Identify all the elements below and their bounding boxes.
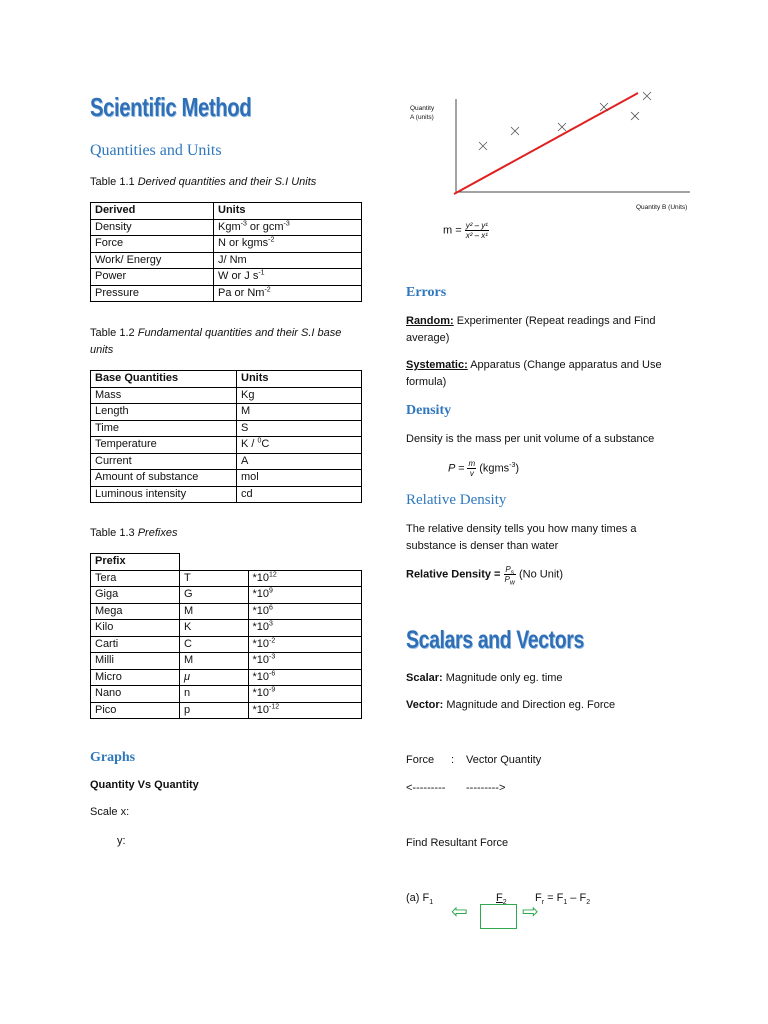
table-header-units: Units <box>214 203 362 220</box>
table-cell: M <box>180 603 249 620</box>
table-cell: Pressure <box>91 285 214 302</box>
data-point <box>479 142 487 150</box>
table3-caption-num: Table 1.3 <box>90 527 135 539</box>
scale-y-label: y: <box>117 835 126 847</box>
table-row <box>91 470 362 487</box>
table-cell: Micro <box>91 669 180 686</box>
table-row <box>91 603 362 620</box>
table-cell: Mega <box>91 603 180 620</box>
table-row <box>91 486 362 503</box>
table-cell: Length <box>91 404 237 421</box>
data-point <box>558 123 566 131</box>
table-cell: Power <box>91 269 214 286</box>
arrow-left-text: <--------- <box>406 782 446 794</box>
table3-caption-text: Prefixes <box>137 527 178 539</box>
vector-text: Vector: Magnitude and Direction eg. Force <box>406 699 616 711</box>
table-header-base-quantities: Base Quantities <box>91 371 237 388</box>
table-cell: μ <box>180 669 249 686</box>
left-arrow-icon: ⇦ <box>451 901 468 923</box>
table-cell: $*10^{-3}$ <box>248 653 362 670</box>
table-cell: K <box>180 620 249 637</box>
table-cell: N or kgms$^{-2}$ <box>214 236 362 253</box>
table1-caption-num: Table 1.1 <box>90 176 135 188</box>
best-fit-line <box>454 93 638 194</box>
table1-caption <box>90 176 316 188</box>
relative-density-definition: The relative density tells you how many times a substance is denser than water <box>406 523 637 552</box>
graph-y-label: Quantity A (units) <box>410 105 435 121</box>
table2-caption-num: Table 1.2 <box>90 327 135 339</box>
table-row <box>91 702 362 719</box>
table-cell: $*10^9$ <box>248 587 362 604</box>
table-cell: p <box>180 702 249 719</box>
table-header-units: Units <box>237 371 362 388</box>
arrow-right-text: ---------> <box>466 782 506 794</box>
table-cell: $*10^{-9}$ <box>248 686 362 703</box>
data-point <box>511 127 519 135</box>
relative-density-heading: Relative Density <box>406 492 507 508</box>
force-colon: : <box>451 754 455 766</box>
table-cell: Carti <box>91 636 180 653</box>
data-point <box>600 103 608 111</box>
table-cell: n <box>180 686 249 703</box>
prefix-table <box>90 553 362 719</box>
table-cell: $*10^{-2}$ <box>248 636 362 653</box>
table-row <box>91 570 362 587</box>
quantities-heading: Quantities and Units <box>90 142 222 159</box>
table-cell: $*10^6$ <box>248 603 362 620</box>
table-cell: Kilo <box>91 620 180 637</box>
table-cell: Giga <box>91 587 180 604</box>
table-cell: Luminous intensity <box>91 486 237 503</box>
table-cell: W or J $s^{-1}$ <box>214 269 362 286</box>
table-cell: Work/ Energy <box>91 252 214 269</box>
table-cell: Pa or $Nm^{-2}$ <box>214 285 362 302</box>
table-cell: Amount of substance <box>91 470 237 487</box>
table-cell: G <box>180 587 249 604</box>
table-cell: $*10^3$ <box>248 620 362 637</box>
table-row <box>91 269 362 286</box>
table-row <box>91 387 362 404</box>
graphs-subheading: Quantity Vs Quantity <box>90 779 199 791</box>
table-cell: Tera <box>91 570 180 587</box>
table3-caption <box>90 527 177 539</box>
graphs-heading: Graphs <box>90 750 136 765</box>
table-cell: A <box>237 453 362 470</box>
table-row <box>91 636 362 653</box>
table-cell: T <box>180 570 249 587</box>
table-row <box>91 686 362 703</box>
example-fr-formula: $F_r = F_1 - F_2$ <box>535 892 591 907</box>
example-f2-label: $F_2$ <box>496 892 507 907</box>
force-vector-quantity: Vector Quantity <box>466 754 542 766</box>
table-row <box>91 453 362 470</box>
table-cell: Milli <box>91 653 180 670</box>
table-row <box>91 620 362 637</box>
force-vector-line: Force <box>406 754 435 766</box>
table-cell: Pico <box>91 702 180 719</box>
main-title: Scientific Method <box>90 92 252 122</box>
scale-x-label: Scale x: <box>90 806 130 818</box>
table-cell: $*10^{12}$ <box>248 570 362 587</box>
table-row <box>91 653 362 670</box>
table-row <box>91 252 362 269</box>
data-point <box>643 92 651 100</box>
table-cell: Kg <box>237 387 362 404</box>
table-cell: J/ Nm <box>214 252 362 269</box>
table-cell: M <box>180 653 249 670</box>
block-box <box>480 904 517 929</box>
density-definition: Density is the mass per unit volume of a substance <box>406 433 655 445</box>
table-row <box>91 420 362 437</box>
table-cell: C <box>180 636 249 653</box>
derived-units-table <box>90 202 362 302</box>
table-cell: cd <box>237 486 362 503</box>
table-row <box>91 219 362 236</box>
table-row <box>91 285 362 302</box>
table-cell: Temperature <box>91 437 237 454</box>
table-cell: Kgm$^{-3}$ or gcm$^{-3}$ <box>214 219 362 236</box>
scalar-text: Scalar: Magnitude only eg. time <box>406 672 563 684</box>
right-arrow-icon: ⇨ <box>522 901 539 923</box>
find-resultant-force: Find Resultant Force <box>406 837 509 849</box>
errors-heading: Errors <box>406 285 447 300</box>
table-row <box>91 669 362 686</box>
table-header-derived: Derived <box>91 203 214 220</box>
gradient-formula: m = $\frac{\text{y² – y¹}}{\text{x² – x¹}}$ <box>443 221 488 240</box>
table-cell: Current <box>91 453 237 470</box>
table-cell: Nano <box>91 686 180 703</box>
example-a-label: (a) $F_1$ <box>406 892 434 907</box>
scalars-vectors-title: Scalars and Vectors <box>406 626 584 654</box>
data-point <box>631 112 639 120</box>
table-row <box>91 404 362 421</box>
table-cell: Force <box>91 236 214 253</box>
table-row <box>91 437 362 454</box>
random-error-text: Random: Experimenter (Repeat readings and Find average) <box>406 315 656 344</box>
table-cell: M <box>237 404 362 421</box>
density-formula: P = $\frac{m}{v}$ (kgms$^{-3}$) <box>448 459 520 478</box>
quantity-graph <box>440 85 700 205</box>
table-cell: mol <box>237 470 362 487</box>
table2-caption-text: Fundamental quantities and their S.I base units <box>90 327 342 356</box>
systematic-error-text: Systematic: Apparatus (Change apparatus and Use formula) <box>406 359 662 388</box>
table-header-prefix: Prefix <box>91 554 180 571</box>
table2-caption <box>90 325 365 359</box>
table-cell: $*10^{-6}$ <box>248 669 362 686</box>
table-cell: Time <box>91 420 237 437</box>
table-cell: Mass <box>91 387 237 404</box>
table-cell: $*10^{-12}$ <box>248 702 362 719</box>
graph-x-label: Quantity B (Units) <box>636 204 688 211</box>
relative-density-formula: Relative Density = $\frac{P_s}{P_w}$ (No Unit) <box>406 565 564 587</box>
table1-caption-text: Derived quantities and their S.I Units <box>137 176 317 188</box>
base-quantities-table <box>90 370 362 503</box>
table-row <box>91 587 362 604</box>
density-heading: Density <box>406 403 452 418</box>
table-cell: Density <box>91 219 214 236</box>
table-cell: K / $^0$C <box>237 437 362 454</box>
table-row <box>91 236 362 253</box>
table-cell: S <box>237 420 362 437</box>
